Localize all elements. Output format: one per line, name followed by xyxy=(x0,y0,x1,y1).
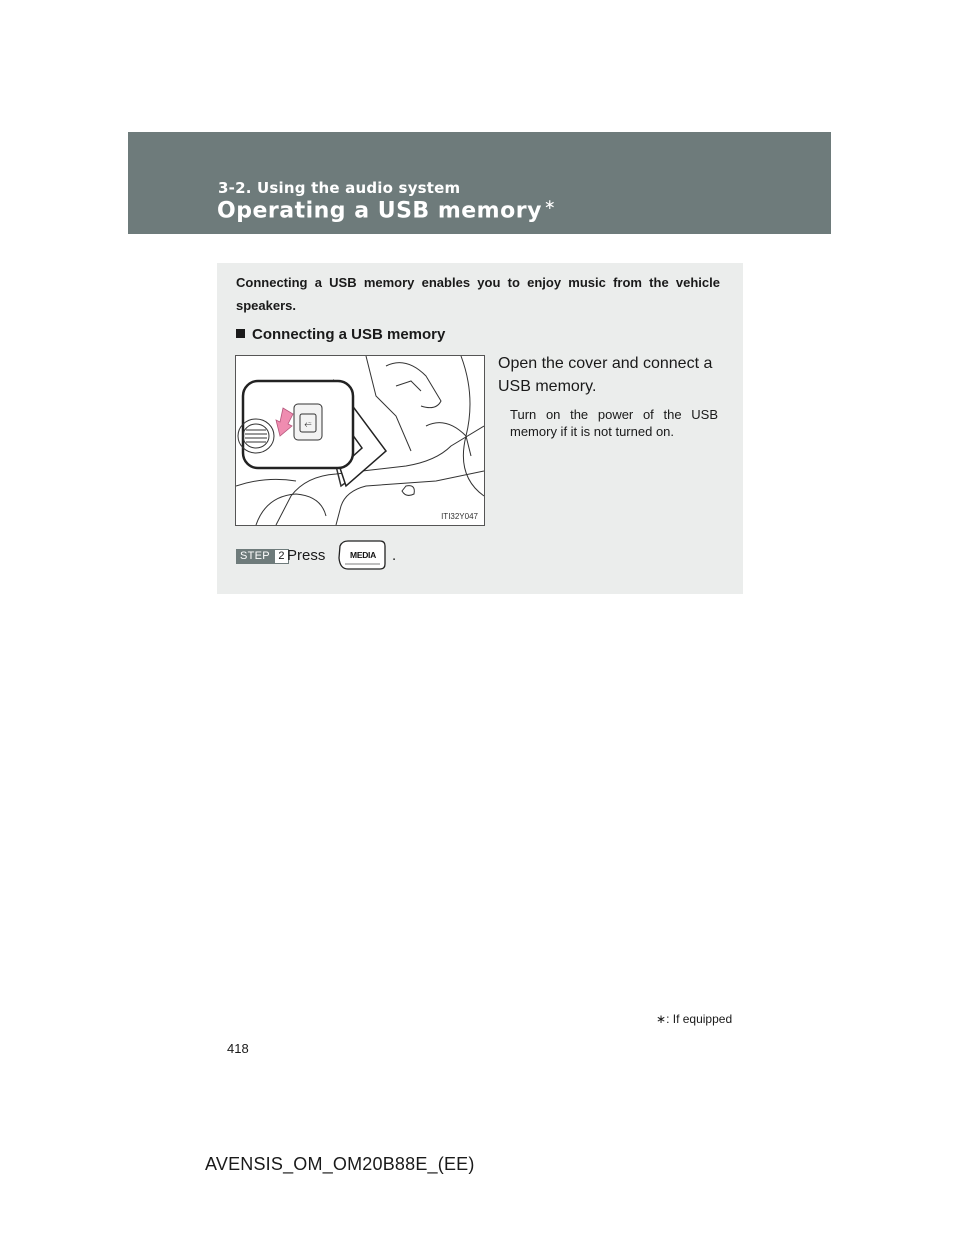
title-asterisk: ∗ xyxy=(543,197,557,213)
step2-period: . xyxy=(392,547,397,564)
console-outline xyxy=(236,479,296,486)
step2-badge-label: STEP xyxy=(236,549,274,564)
console-outline xyxy=(402,486,414,496)
page-number: 418 xyxy=(227,1041,249,1056)
console-outline xyxy=(386,363,441,408)
step2-badge-number: 2 xyxy=(274,549,289,564)
page-title-text: Operating a USB memory xyxy=(217,198,542,224)
footnote-asterisk: ∗ xyxy=(656,1012,667,1026)
sub-heading-text: Connecting a USB memory xyxy=(252,326,446,343)
console-outline xyxy=(426,423,471,456)
console-outline xyxy=(396,381,421,391)
footnote-text: : If equipped xyxy=(666,1012,733,1026)
step1-instruction: Open the cover and connect a USB memory. xyxy=(498,355,713,395)
media-button-label: MEDIA xyxy=(350,550,376,560)
intro-paragraph: Connecting a USB memory enables you to enjoy music from the vehicle speakers. xyxy=(236,275,720,313)
square-bullet-icon xyxy=(236,329,245,338)
figure-code: ITI32Y047 xyxy=(441,512,478,521)
step1-note: Turn on the power of the USB memory if it is not turned on. xyxy=(510,407,718,439)
usb-port-illustration xyxy=(235,355,485,526)
step2-press-text: Press xyxy=(287,547,326,564)
footnote xyxy=(656,1012,732,1026)
usb-console-drawing xyxy=(236,356,484,525)
section-label: 3-2. Using the audio system xyxy=(218,179,461,197)
media-button-icon xyxy=(336,538,388,571)
page-title xyxy=(217,197,556,223)
step2-badge xyxy=(236,549,289,564)
sub-heading xyxy=(236,326,445,343)
usb-symbol-icon: ⭉ xyxy=(304,420,312,430)
document-code: AVENSIS_OM_OM20B88E_(EE) xyxy=(205,1154,475,1174)
cup-holder-outline xyxy=(256,494,326,525)
